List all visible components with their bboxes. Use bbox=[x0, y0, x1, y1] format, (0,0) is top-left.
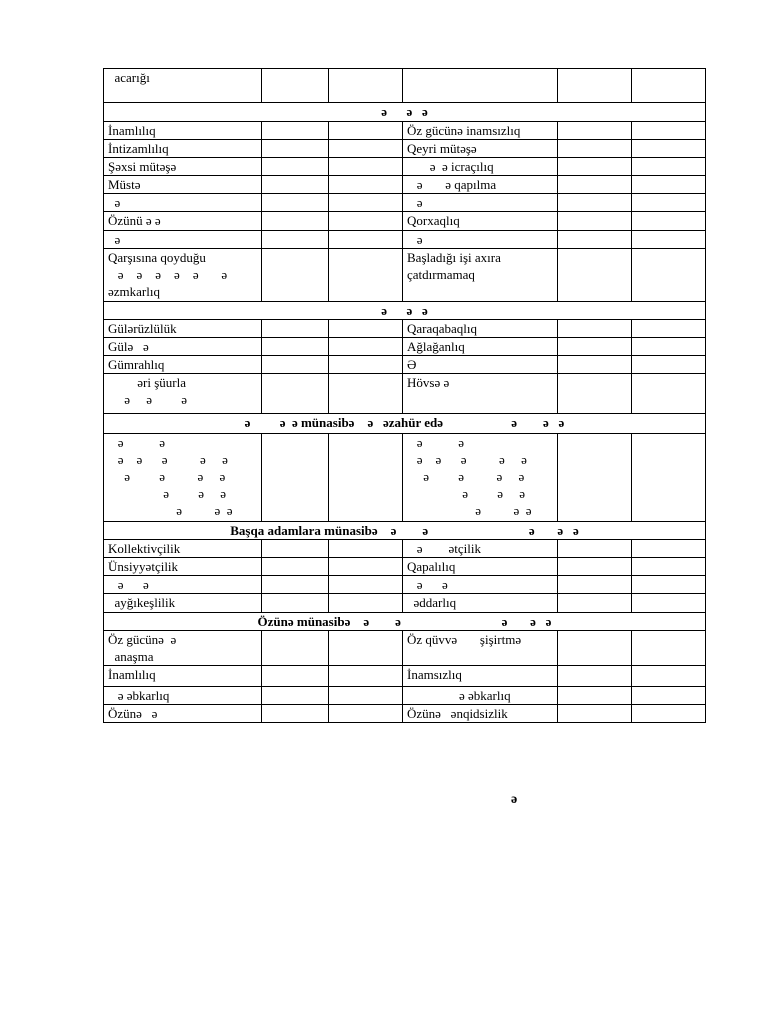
table-cell bbox=[558, 320, 632, 338]
table-cell: İnamsızlıq bbox=[403, 666, 558, 687]
table-row bbox=[104, 434, 706, 522]
table-row bbox=[104, 140, 706, 158]
table-cell: Qeyri mütəşə bbox=[403, 140, 558, 158]
table-cell: ə ə bbox=[403, 576, 558, 594]
table-cell bbox=[262, 558, 329, 576]
table-cell bbox=[262, 338, 329, 356]
table-cell: ə ə bbox=[104, 576, 262, 594]
table-cell bbox=[558, 666, 632, 687]
table-cell: ayğıkeşlilik bbox=[104, 594, 262, 613]
table-cell: ə əbkarlıq bbox=[104, 687, 262, 705]
table-cell bbox=[632, 666, 706, 687]
character-traits-table bbox=[103, 68, 706, 723]
table-cell bbox=[558, 231, 632, 249]
section-header-row bbox=[104, 522, 706, 540]
table-cell bbox=[558, 212, 632, 231]
footer-note: ə bbox=[511, 792, 518, 807]
table-cell: Öz qüvvə şişirtmə bbox=[403, 631, 558, 666]
table-cell: İnamlılıq bbox=[104, 122, 262, 140]
table-cell bbox=[262, 540, 329, 558]
table-cell: ə ə ə ə ə ə ə ə ə ə ə ə ə ə ə ə ə bbox=[104, 434, 262, 522]
table-row bbox=[104, 69, 706, 103]
table-row bbox=[104, 231, 706, 249]
table-cell: Özünə ə bbox=[104, 705, 262, 723]
table-cell bbox=[329, 576, 403, 594]
table-cell bbox=[262, 194, 329, 212]
table-cell: ə əbkarlıq bbox=[403, 687, 558, 705]
table-row bbox=[104, 158, 706, 176]
table-cell bbox=[632, 140, 706, 158]
table-cell bbox=[262, 122, 329, 140]
table-cell: Ə bbox=[403, 356, 558, 374]
table-cell bbox=[329, 434, 403, 522]
table-cell bbox=[558, 356, 632, 374]
table-cell: Kollektivçilik bbox=[104, 540, 262, 558]
table-cell bbox=[632, 687, 706, 705]
table-cell bbox=[558, 576, 632, 594]
table-cell: acarığı bbox=[104, 69, 262, 103]
table-cell bbox=[632, 594, 706, 613]
table-cell bbox=[329, 158, 403, 176]
table-cell bbox=[329, 122, 403, 140]
table-cell: əddarlıq bbox=[403, 594, 558, 613]
table-cell bbox=[558, 594, 632, 613]
table-row bbox=[104, 576, 706, 594]
table-cell bbox=[329, 594, 403, 613]
table-cell bbox=[329, 194, 403, 212]
table-row bbox=[104, 687, 706, 705]
table-cell bbox=[403, 69, 558, 103]
table-cell bbox=[329, 338, 403, 356]
table-cell: ə bbox=[403, 231, 558, 249]
table-cell bbox=[262, 176, 329, 194]
table-row bbox=[104, 705, 706, 723]
table-cell bbox=[329, 231, 403, 249]
table-cell bbox=[558, 540, 632, 558]
table-cell: ə bbox=[104, 231, 262, 249]
table-cell bbox=[632, 576, 706, 594]
table-cell bbox=[329, 374, 403, 414]
table-cell: Ağlağanlıq bbox=[403, 338, 558, 356]
table-cell bbox=[558, 249, 632, 302]
section-header-row bbox=[104, 302, 706, 320]
table-body bbox=[104, 69, 706, 723]
section-header-row bbox=[104, 414, 706, 434]
table-cell bbox=[558, 687, 632, 705]
table-cell bbox=[632, 194, 706, 212]
table-cell bbox=[632, 122, 706, 140]
table-cell bbox=[262, 631, 329, 666]
table-cell bbox=[262, 249, 329, 302]
table-row bbox=[104, 594, 706, 613]
section-header: Başqa adamlara münasibə ə ə ə ə ə bbox=[104, 522, 706, 540]
section-header-row bbox=[104, 103, 706, 122]
table-cell: ə ətçilik bbox=[403, 540, 558, 558]
table-cell: İnamlılıq bbox=[104, 666, 262, 687]
table-cell bbox=[558, 140, 632, 158]
table-cell bbox=[329, 540, 403, 558]
section-header: Özünə münasibə ə ə ə ə ə bbox=[104, 613, 706, 631]
table-cell bbox=[262, 687, 329, 705]
table-row bbox=[104, 338, 706, 356]
table-cell bbox=[558, 705, 632, 723]
table-cell bbox=[632, 374, 706, 414]
table-cell bbox=[329, 356, 403, 374]
table-cell: İntizamlılıq bbox=[104, 140, 262, 158]
table-cell bbox=[558, 69, 632, 103]
table-row bbox=[104, 666, 706, 687]
table-cell bbox=[329, 69, 403, 103]
table-cell bbox=[262, 231, 329, 249]
table-cell bbox=[632, 540, 706, 558]
table-cell bbox=[262, 666, 329, 687]
table-cell bbox=[329, 631, 403, 666]
table-cell bbox=[558, 434, 632, 522]
table-cell bbox=[632, 158, 706, 176]
table-cell bbox=[632, 212, 706, 231]
table-row bbox=[104, 540, 706, 558]
table-row bbox=[104, 249, 706, 302]
table-cell bbox=[558, 194, 632, 212]
table-cell: Öz gücünə ə anaşma bbox=[104, 631, 262, 666]
table-cell bbox=[632, 558, 706, 576]
section-header: ə ə ə bbox=[104, 103, 706, 122]
table-row bbox=[104, 374, 706, 414]
table-cell: Qorxaqlıq bbox=[403, 212, 558, 231]
table-cell bbox=[329, 687, 403, 705]
section-header: ə ə ə bbox=[104, 302, 706, 320]
table-row bbox=[104, 212, 706, 231]
table-cell bbox=[329, 705, 403, 723]
table-cell: Qaraqabaqlıq bbox=[403, 320, 558, 338]
table-cell bbox=[632, 69, 706, 103]
table-cell: Başladığı işi axıra çatdırmamaq bbox=[403, 249, 558, 302]
table-cell bbox=[558, 631, 632, 666]
table-cell bbox=[329, 212, 403, 231]
table-cell bbox=[329, 320, 403, 338]
table-cell: Gümrahlıq bbox=[104, 356, 262, 374]
table-cell bbox=[262, 69, 329, 103]
table-cell bbox=[632, 434, 706, 522]
table-cell bbox=[632, 338, 706, 356]
table-cell bbox=[558, 374, 632, 414]
table-cell bbox=[329, 558, 403, 576]
table-cell: Şəxsi mütəşə bbox=[104, 158, 262, 176]
table-cell bbox=[558, 176, 632, 194]
table-cell bbox=[329, 176, 403, 194]
table-cell bbox=[262, 434, 329, 522]
table-row bbox=[104, 356, 706, 374]
table-cell bbox=[329, 249, 403, 302]
table-cell bbox=[632, 231, 706, 249]
table-cell: Qarşısına qoyduğu ə ə ə ə ə ə əzmkarlıq bbox=[104, 249, 262, 302]
table-cell bbox=[632, 631, 706, 666]
table-cell: Özünü ə ə bbox=[104, 212, 262, 231]
table-cell bbox=[558, 338, 632, 356]
section-header-row bbox=[104, 613, 706, 631]
table-cell bbox=[262, 140, 329, 158]
table-cell: Öz gücünə inamsızlıq bbox=[403, 122, 558, 140]
table-cell bbox=[262, 356, 329, 374]
table-cell: əri şüurla ə ə ə bbox=[104, 374, 262, 414]
table-cell bbox=[632, 249, 706, 302]
table-cell: Ünsiyyətçilik bbox=[104, 558, 262, 576]
table-cell bbox=[262, 594, 329, 613]
table-cell: ə ə qapılma bbox=[403, 176, 558, 194]
table-cell bbox=[262, 705, 329, 723]
table-cell: Müstə bbox=[104, 176, 262, 194]
table-cell bbox=[329, 666, 403, 687]
table-cell bbox=[558, 558, 632, 576]
table-cell bbox=[632, 356, 706, 374]
table-row bbox=[104, 176, 706, 194]
table-cell bbox=[632, 176, 706, 194]
table-row bbox=[104, 194, 706, 212]
table-cell: Özünə ənqidsizlik bbox=[403, 705, 558, 723]
table-cell: ə ə icraçılıq bbox=[403, 158, 558, 176]
table-cell: Gülə ə bbox=[104, 338, 262, 356]
table-cell: ə ə ə ə ə ə ə ə ə ə ə ə ə ə ə ə ə bbox=[403, 434, 558, 522]
table-cell: Qapalılıq bbox=[403, 558, 558, 576]
table-cell bbox=[632, 320, 706, 338]
table-cell: Hövsə ə bbox=[403, 374, 558, 414]
table-cell: ə bbox=[403, 194, 558, 212]
table-cell bbox=[262, 320, 329, 338]
table-cell bbox=[558, 158, 632, 176]
table-row bbox=[104, 122, 706, 140]
table-cell bbox=[632, 705, 706, 723]
section-header: ə ə ə münasibə ə əzahür edə ə ə ə bbox=[104, 414, 706, 434]
table-row bbox=[104, 631, 706, 666]
table-row bbox=[104, 320, 706, 338]
table-cell: ə bbox=[104, 194, 262, 212]
table-cell bbox=[262, 374, 329, 414]
table-cell bbox=[262, 158, 329, 176]
table-cell bbox=[262, 576, 329, 594]
table-cell bbox=[558, 122, 632, 140]
table-row bbox=[104, 558, 706, 576]
table-cell bbox=[262, 212, 329, 231]
table-cell: Gülərüzlülük bbox=[104, 320, 262, 338]
table-cell bbox=[329, 140, 403, 158]
